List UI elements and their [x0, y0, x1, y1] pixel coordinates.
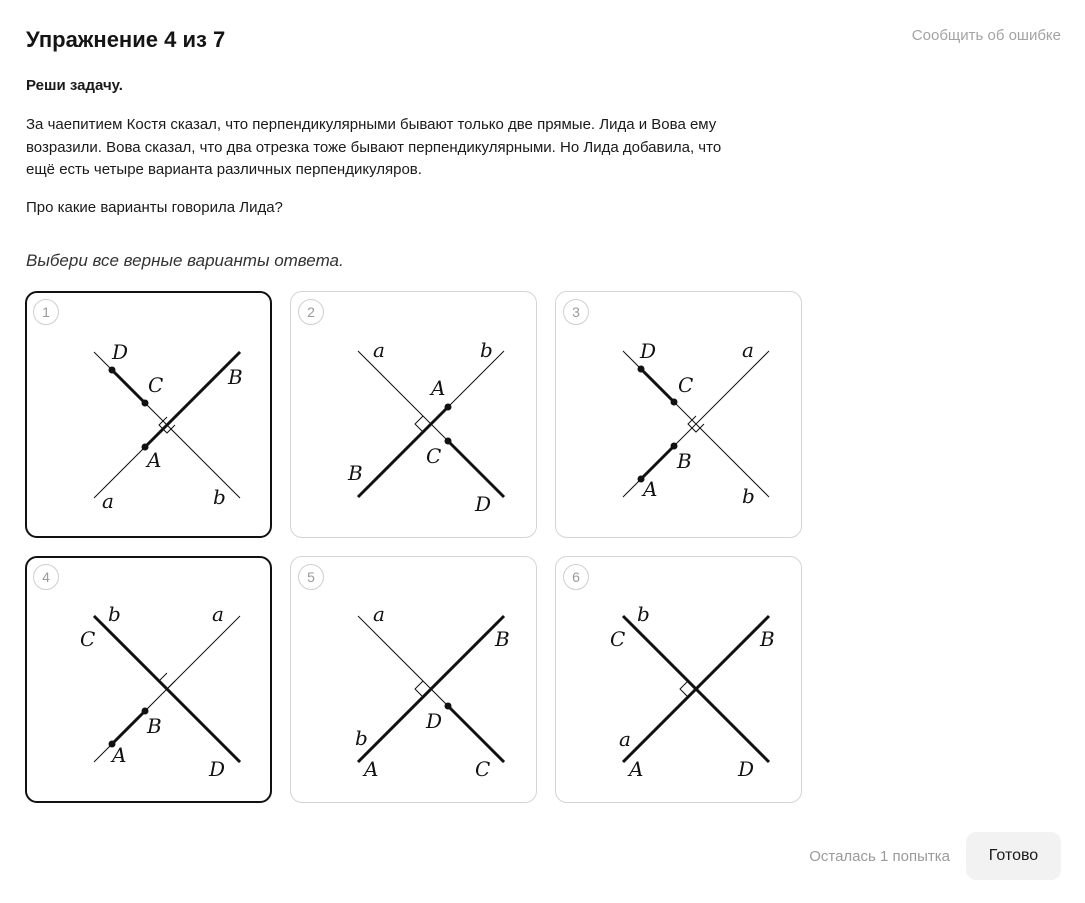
option-2-figure — [291, 292, 538, 539]
option-number: 5 — [298, 564, 324, 590]
label-a: A — [147, 448, 162, 472]
label-a: A — [643, 477, 658, 501]
answer-option-3[interactable] — [555, 291, 802, 538]
label-line-b: b — [213, 485, 226, 509]
label-b: B — [348, 461, 363, 485]
segment-dc — [641, 369, 674, 402]
task-instruction: Реши задачу. — [26, 77, 123, 94]
label-c: C — [678, 373, 694, 397]
point-d — [638, 366, 645, 373]
page-title: Упражнение 4 из 7 — [26, 27, 226, 52]
label-d: D — [475, 492, 492, 516]
label-c: C — [475, 757, 491, 781]
right-angle-mark — [415, 416, 431, 432]
task-question: Про какие варианты говорила Лида? — [26, 199, 283, 216]
label-a: A — [364, 757, 379, 781]
segment-ab — [112, 711, 145, 744]
answer-option-1[interactable] — [25, 291, 272, 538]
report-error-link[interactable]: Сообщить об ошибке — [911, 27, 1061, 44]
label-line-a: a — [373, 602, 385, 626]
label-line-b: b — [637, 602, 650, 626]
option-4-figure — [26, 557, 273, 804]
label-b: B — [228, 365, 243, 389]
label-line-b: b — [742, 484, 755, 508]
option-number: 3 — [563, 299, 589, 325]
option-number: 4 — [33, 564, 59, 590]
label-b: B — [760, 627, 775, 651]
label-c: C — [80, 627, 96, 651]
option-number: 2 — [298, 299, 324, 325]
segment-dc — [112, 370, 145, 403]
option-3-figure — [556, 292, 803, 539]
point-c — [671, 399, 678, 406]
label-c: C — [426, 444, 442, 468]
label-line-a: a — [373, 338, 385, 362]
label-d: D — [640, 339, 657, 363]
label-d: D — [426, 709, 443, 733]
label-line-a: a — [212, 602, 224, 626]
label-line-a: a — [102, 489, 114, 513]
label-a: A — [112, 743, 127, 767]
label-line-a: a — [619, 727, 631, 751]
option-1-figure — [26, 292, 273, 539]
label-c: C — [148, 373, 164, 397]
ray-cd — [448, 441, 504, 497]
option-6-figure — [556, 557, 803, 804]
label-d: D — [209, 757, 226, 781]
answer-hint: Выбери все верные варианты ответа. — [26, 251, 344, 270]
label-d: D — [738, 757, 755, 781]
point-c — [142, 400, 149, 407]
label-a: A — [629, 757, 644, 781]
right-angle-mark — [159, 673, 175, 689]
segment-ab — [145, 352, 240, 447]
label-c: C — [610, 627, 626, 651]
label-d: D — [112, 340, 129, 364]
answer-option-4[interactable] — [25, 556, 272, 803]
point-d — [445, 703, 452, 710]
label-b: B — [677, 449, 692, 473]
ray-dc — [448, 706, 504, 762]
label-line-b: b — [355, 726, 368, 750]
label-a: A — [431, 376, 446, 400]
answer-option-5[interactable] — [290, 556, 537, 803]
label-line-b: b — [108, 602, 121, 626]
option-5-figure — [291, 557, 538, 804]
answer-option-2[interactable] — [290, 291, 537, 538]
done-button[interactable]: Готово — [966, 832, 1061, 880]
answer-options — [25, 291, 805, 806]
attempts-left: Осталась 1 попытка — [809, 848, 950, 865]
label-line-b: b — [480, 338, 493, 362]
point-c — [445, 438, 452, 445]
task-text: За чаепитием Костя сказал, что перпендикулярными бывают только две прямые. Лида и Вова ему возразили. Вова сказал, что два отрезка тоже бывают перпендикулярными. Но Лида добавила, что ещё есть четыре варианта различных перпендикуляров. — [26, 116, 722, 178]
answer-option-6[interactable] — [555, 556, 802, 803]
label-b: B — [147, 714, 162, 738]
right-angle-mark — [415, 681, 431, 697]
option-number: 1 — [33, 299, 59, 325]
segment-ab — [641, 446, 674, 479]
point-d — [109, 367, 116, 374]
label-line-a: a — [742, 338, 754, 362]
right-angle-mark — [680, 681, 696, 697]
option-number: 6 — [563, 564, 589, 590]
point-a — [445, 404, 452, 411]
label-b: B — [495, 627, 510, 651]
